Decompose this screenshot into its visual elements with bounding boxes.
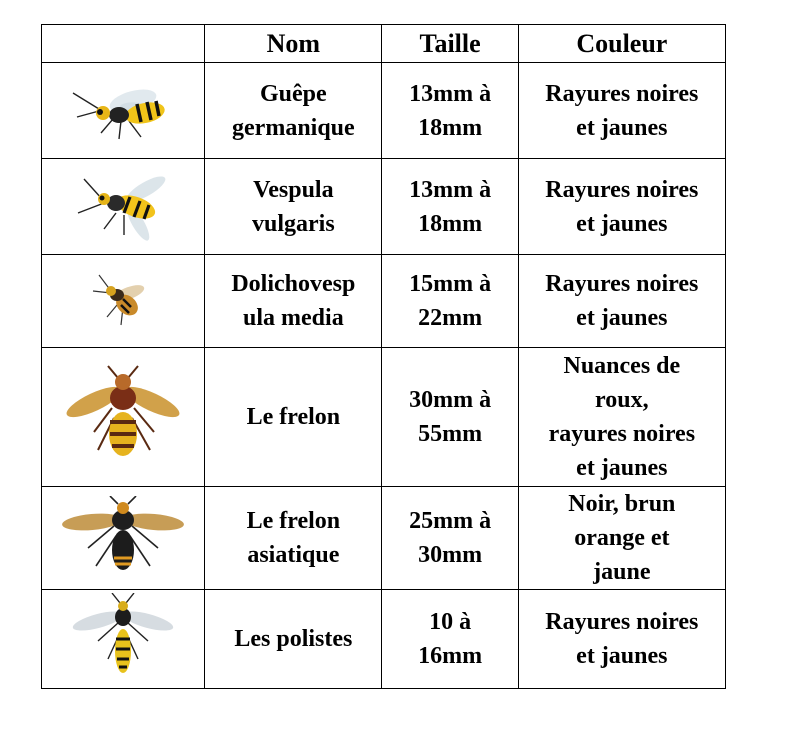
couleur-line: et jaunes [576, 114, 668, 141]
taille-line: 30mm [418, 542, 483, 568]
image-cell [42, 63, 205, 159]
taille-cell [382, 63, 518, 159]
taille-line: 18mm [418, 114, 483, 141]
taille-line: 18mm [418, 210, 483, 237]
nom-cell [205, 487, 382, 590]
nom-cell [205, 590, 382, 689]
taille-line: 15mm à [409, 271, 492, 297]
nom-line: Le frelon [246, 404, 341, 430]
taille-line: 30mm à [409, 387, 492, 413]
taille-line: 13mm à [409, 80, 492, 107]
table-row [42, 348, 726, 487]
nom-cell [205, 255, 382, 348]
german-wasp-icon [63, 71, 183, 151]
couleur-line: et jaunes [576, 305, 668, 331]
table-row [42, 487, 726, 590]
couleur-cell [518, 590, 725, 689]
image-cell [42, 590, 205, 689]
nom-line: ula media [243, 305, 344, 331]
taille-cell [382, 159, 518, 255]
nom-line: Dolichovesp [231, 271, 356, 297]
taille-cell [382, 487, 518, 590]
taille-line: 55mm [418, 421, 483, 447]
image-cell [42, 255, 205, 348]
header-image [42, 25, 205, 63]
taille-cell [382, 255, 518, 348]
nom-line: vulgaris [252, 210, 335, 237]
couleur-cell [518, 63, 725, 159]
wasp-comparison-table [41, 24, 726, 689]
couleur-line: Rayures noires [545, 271, 699, 297]
header-nom: Nom [205, 25, 382, 63]
nom-cell [205, 348, 382, 487]
nom-line: Vespula [253, 176, 334, 203]
header-taille: Taille [382, 25, 518, 63]
header-row [42, 25, 726, 63]
couleur-line: roux, [595, 387, 649, 413]
taille-line: 10 à [429, 609, 472, 635]
couleur-cell [518, 487, 725, 590]
taille-line: 13mm à [409, 176, 492, 203]
couleur-line: Rayures noires [545, 609, 699, 635]
table-row [42, 255, 726, 348]
couleur-line: Rayures noires [545, 80, 699, 107]
couleur-line: Rayures noires [545, 176, 699, 203]
nom-cell [205, 159, 382, 255]
image-cell [42, 159, 205, 255]
nom-line: germanique [232, 114, 355, 141]
couleur-cell [518, 348, 725, 487]
nom-line: Les polistes [234, 626, 353, 652]
nom-line: asiatique [247, 542, 340, 568]
asian-hornet-icon [58, 496, 188, 580]
couleur-line: jaune [593, 559, 651, 585]
image-cell [42, 348, 205, 487]
couleur-cell [518, 159, 725, 255]
hornet-icon [58, 362, 188, 472]
couleur-cell [518, 255, 725, 348]
taille-line: 25mm à [409, 508, 492, 534]
nom-cell [205, 63, 382, 159]
nom-line: Guêpe [260, 80, 327, 107]
table-row [42, 63, 726, 159]
table-row [42, 159, 726, 255]
image-cell [42, 487, 205, 590]
table-row [42, 590, 726, 689]
couleur-line: et jaunes [576, 643, 668, 669]
common-wasp-icon [68, 165, 178, 249]
couleur-line: et jaunes [576, 455, 668, 481]
paper-wasp-icon [68, 593, 178, 685]
couleur-line: Noir, brun [568, 491, 676, 517]
taille-line: 16mm [418, 643, 483, 669]
couleur-line: et jaunes [576, 210, 668, 237]
taille-cell [382, 590, 518, 689]
taille-cell [382, 348, 518, 487]
couleur-line: rayures noires [548, 421, 696, 447]
median-wasp-icon [83, 263, 163, 339]
couleur-line: Nuances de [563, 353, 681, 379]
taille-line: 22mm [418, 305, 483, 331]
couleur-line: orange et [574, 525, 670, 551]
header-couleur: Couleur [518, 25, 725, 63]
nom-line: Le frelon [246, 508, 341, 534]
